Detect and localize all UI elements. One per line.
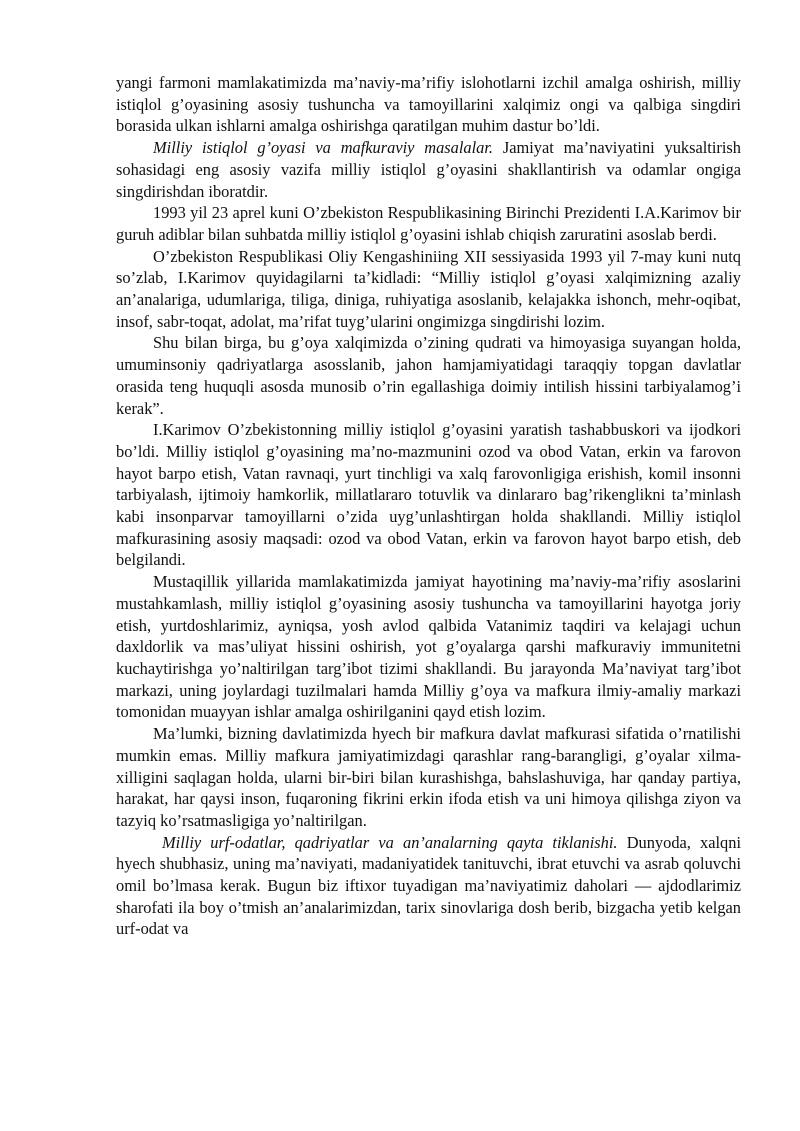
paragraph-3: [116, 202, 741, 245]
paragraph-9: [116, 832, 741, 941]
paragraph-7: [116, 571, 741, 723]
paragraph-3-text: 1993 yil 23 aprel kuni O’zbekiston Respublikasining Birinchi Prezidenti I.A.Karimov bir guruh adiblar bilan suhbatda milliy istiqlol g’oyasini ishlab chiqish zaruratini asoslab berdi.: [116, 203, 741, 244]
section-heading-traditions: Milliy urf-odatlar, qadriyatlar va an’analarning qayta tiklanishi.: [162, 832, 618, 852]
paragraph-5-text: Shu bilan birga, bu g’oya xalqimizda o’zining qudrati va himoyasiga suyangan holda, umuminsoniy qadriyatlarga asosslanib, jahon hamjamiyatidagi taraqqiy topgan davlatlar orasida teng huquqli asosda munosib o’rin egallashiga doimiy intilish hissini tarbiyalamog’i kerak”.: [116, 333, 741, 418]
paragraph-1: [116, 72, 741, 137]
paragraph-7-text: Mustaqillik yillarida mamlakatimizda jamiyat hayotining ma’naviy-ma’rifiy asoslarini mustahkamlash, milliy istiqlol g’oyasining asosiy tushuncha va tamoyillarini hayotga joriy etish, yurtdoshlarimiz, ayniqsa, yosh avlod qalbida Vatanimiz taqdiri va kelajagi uchun daxldorlik va mas’uliyat hissini oshirish, yot g’oyalarga qarshi mafkuraviy immunitetni kuchaytirishga yo’naltirilgan targ’ibot tizimi shakllandi. Bu jarayonda Ma’naviyat targ’ibot markazi, uning joylardagi tuzilmalari hamda Milliy g’oya va mafkura ilmiy-amaliy markazi tomonidan muayyan ishlar amalga oshirilganini qayd etish lozim.: [116, 572, 741, 722]
paragraph-8: [116, 723, 741, 832]
paragraph-2-text: Jamiyat ma’naviyatini yuksaltirish sohasidagi eng asosiy vazifa milliy istiqlol g’oyasini shakllantirish va odamlar ongiga singdirishdan iboratdir.: [116, 138, 742, 201]
section-heading-ideology: Milliy istiqlol g’oyasi va mafkuraviy masalalar.: [153, 138, 494, 158]
paragraph-5: [116, 332, 741, 419]
paragraph-4: [116, 246, 741, 333]
paragraph-6-text: I.Karimov O’zbekistonning milliy istiqlol g’oyasini yaratish tashabbuskori va ijodkori bo’ldi. Milliy istiqlol g’oyasining ma’no-mazmunini ozod va obod Vatan, erkin va farovon hayot barpo etish, Vatan ravnaqi, yurt tinchligi va xalq farovonligiga erishish, komil insonni tarbiyalash, ijtimoiy hamkorlik, millatlararo totuvlik va dinlararo bag’rikenglikni ta’minlash kabi insonparvar tamoyillarni o’zida uyg’unlashtirgan holda shakllandi. Milliy istiqlol mafkurasining asosiy maqsadi: ozod va obod Vatan, erkin va farovon hayot barpo etish, deb belgilandi.: [116, 420, 741, 570]
paragraph-4-text: O’zbekiston Respublikasi Oliy Kengashiniing XII sessiyasida 1993 yil 7-may kuni nutq so’zlab, I.Karimov quyidagilarni ta’kidladi: “Milliy istiqlol g’oyasi xalqimizning azaliy an’analariga, udumlariga, tiliga, diniga, ruhiyatiga asoslanib, kelajakka ishonch, mehr-oqibat, insof, sabr-toqat, adolat, ma’rifat tuyg’ularini ongimizga singdirishi lozim.: [116, 246, 741, 331]
paragraph-9-text: Dunyoda, xalqni hyech shubhasiz, uning ma’naviyati, madaniyatidek tanituvchi, ibrat etuvchi va asrab qoluvchi omil bo’lmasa kerak. Bugun biz iftixor tuyadigan ma’naviyatimiz daholari — ajdodlarimiz sharofati ila boy o’tmish an’analarimizdan, tarix sinovlariga dosh berib, bizgacha yetib kelgan urf-odat va: [116, 832, 741, 939]
document-page: [116, 72, 741, 940]
paragraph-2: [116, 137, 741, 202]
paragraph-1-text: yangi farmoni mamlakatimizda ma’naviy-ma’rifiy islohotlarni izchil amalga oshirish, milliy istiqlol g’oyasining asosiy tushuncha va tamoyillarini xalqimiz ongi va qalbiga singdiri borasida ulkan ishlarni amalga oshirishga qaratilgan muhim dastur bo’ldi.: [116, 73, 741, 136]
paragraph-8-text: Ma’lumki, bizning davlatimizda hyech bir mafkura davlat mafkurasi sifatida o’rnatilishi mumkin emas. Milliy mafkura jamiyatimizdagi qarashlar rang-barangligi, g’oyalar xilma-xilligini saqlagan holda, ularni bir-biri bilan kurashishga, bahslashuviga, har qanday partiya, harakat, har qaysi inson, fuqaroning fikrini erkin ifoda etish va uni himoya qilishga ziyon va tazyiq ko’rsatmasligiga yo’naltirilgan.: [116, 724, 741, 830]
paragraph-6: [116, 419, 741, 571]
